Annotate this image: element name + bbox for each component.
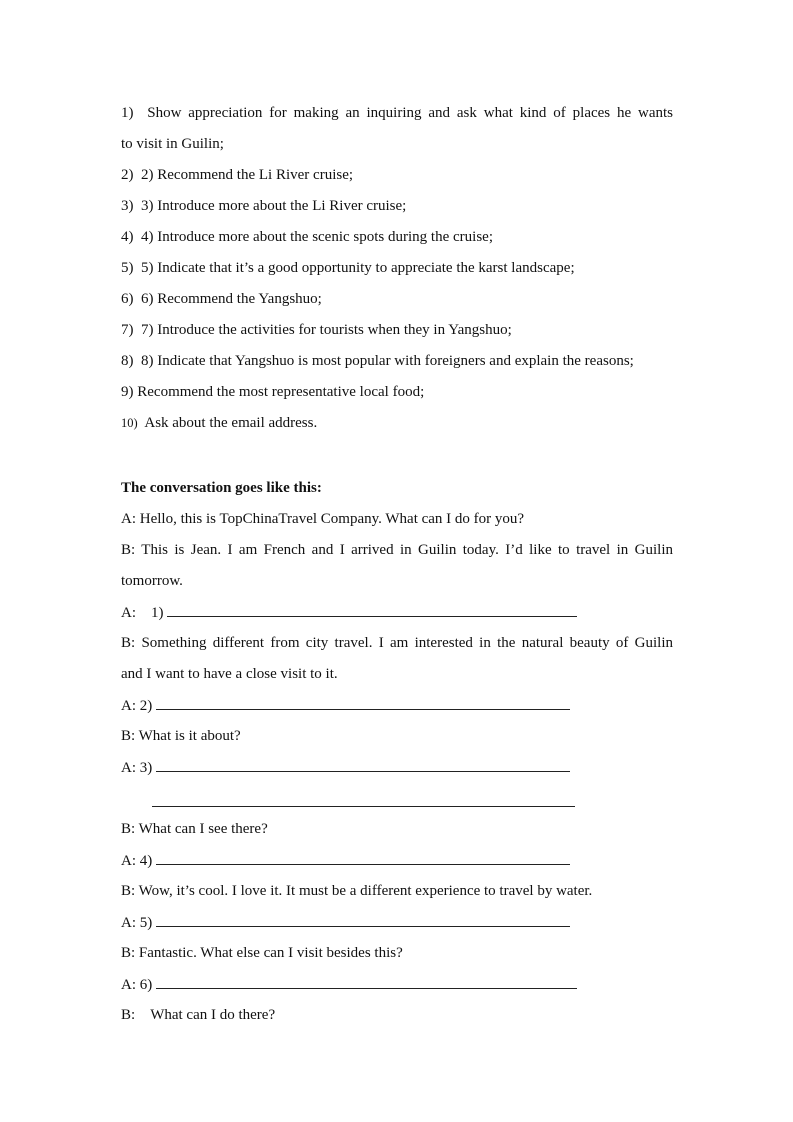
task-number: 7)	[121, 322, 134, 338]
task-text: Ask about the email address.	[144, 415, 318, 431]
answer-blank-3-continuation[interactable]	[152, 806, 575, 807]
task-text: 3) Introduce more about the Li River cruise;	[141, 198, 407, 214]
task-text: 8) Indicate that Yangshuo is most popular with foreigners and explain the reasons;	[141, 353, 634, 369]
answer-blank-4[interactable]	[156, 850, 570, 865]
task-number: 5)	[121, 260, 134, 276]
task-item-5	[121, 258, 575, 278]
dialogue-answer-5	[121, 912, 570, 933]
task-item-1-continuation: to visit in Guilin;	[121, 136, 224, 152]
dialogue-line: tomorrow.	[121, 573, 183, 589]
conversation-heading: The conversation goes like this:	[121, 480, 322, 496]
task-item-2	[121, 165, 353, 185]
speaker-label: A:	[121, 605, 136, 621]
dialogue-line: B: Wow, it’s cool. I love it. It must be a different experience to travel by water.	[121, 883, 593, 899]
task-item-10	[121, 413, 317, 433]
speaker-label: A: 4)	[121, 853, 153, 869]
task-text: 4) Introduce more about the scenic spots during the cruise;	[141, 229, 493, 245]
task-item-4	[121, 227, 493, 247]
speaker-label: A: 6)	[121, 977, 153, 993]
dialogue-answer-4	[121, 850, 570, 871]
dialogue-line: B: Fantastic. What else can I visit besides this?	[121, 945, 403, 961]
speaker-label: A: 3)	[121, 760, 153, 776]
task-number: 6)	[121, 291, 134, 307]
dialogue-line: B: Something different from city travel. I am interested in the natural beauty of Guilin	[121, 635, 673, 651]
dialogue-line: and I want to have a close visit to it.	[121, 666, 338, 682]
dialogue-line-b-question	[121, 1005, 275, 1025]
task-text: Show appreciation for making an inquiring and ask what kind of places he wants	[147, 105, 674, 121]
dialogue-answer-3	[121, 757, 570, 778]
answer-blank-2[interactable]	[156, 695, 570, 710]
task-number: 3)	[121, 198, 134, 214]
dialogue-answer-1	[121, 602, 577, 623]
task-item-9: 9) Recommend the most representative local food;	[121, 384, 425, 400]
task-item-1	[121, 103, 673, 123]
dialogue-line: B: This is Jean. I am French and I arrived in Guilin today. I’d like to travel in Guilin	[121, 542, 673, 558]
answer-blank-3[interactable]	[156, 757, 570, 772]
task-number: 4)	[121, 229, 134, 245]
answer-blank-1[interactable]	[167, 602, 577, 617]
dialogue-answer-2	[121, 695, 570, 716]
task-number: 2)	[121, 167, 134, 183]
dialogue-line: B: What can I see there?	[121, 821, 268, 837]
task-number: 8)	[121, 353, 134, 369]
speaker-label: A: 2)	[121, 698, 153, 714]
answer-blank-5[interactable]	[156, 912, 570, 927]
task-text: 5) Indicate that it’s a good opportunity to appreciate the karst landscape;	[141, 260, 575, 276]
task-text: 2) Recommend the Li River cruise;	[141, 167, 354, 183]
task-item-3	[121, 196, 406, 216]
task-number: 10)	[121, 416, 138, 430]
dialogue-line: B: What is it about?	[121, 728, 241, 744]
task-item-8	[121, 351, 634, 371]
dialogue-answer-6	[121, 974, 577, 995]
task-item-6	[121, 289, 322, 309]
task-text: 7) Introduce the activities for tourists when they in Yangshuo;	[141, 322, 512, 338]
answer-blank-6[interactable]	[156, 974, 577, 989]
task-item-7	[121, 320, 512, 340]
task-number: 1)	[121, 105, 134, 121]
speaker-label: A: 5)	[121, 915, 153, 931]
speaker-label: B:	[121, 1007, 136, 1023]
question-text: What can I do there?	[150, 1007, 276, 1023]
dialogue-line: A: Hello, this is TopChinaTravel Company. What can I do for you?	[121, 511, 525, 527]
answer-number: 1)	[151, 605, 164, 621]
task-text: 6) Recommend the Yangshuo;	[141, 291, 322, 307]
